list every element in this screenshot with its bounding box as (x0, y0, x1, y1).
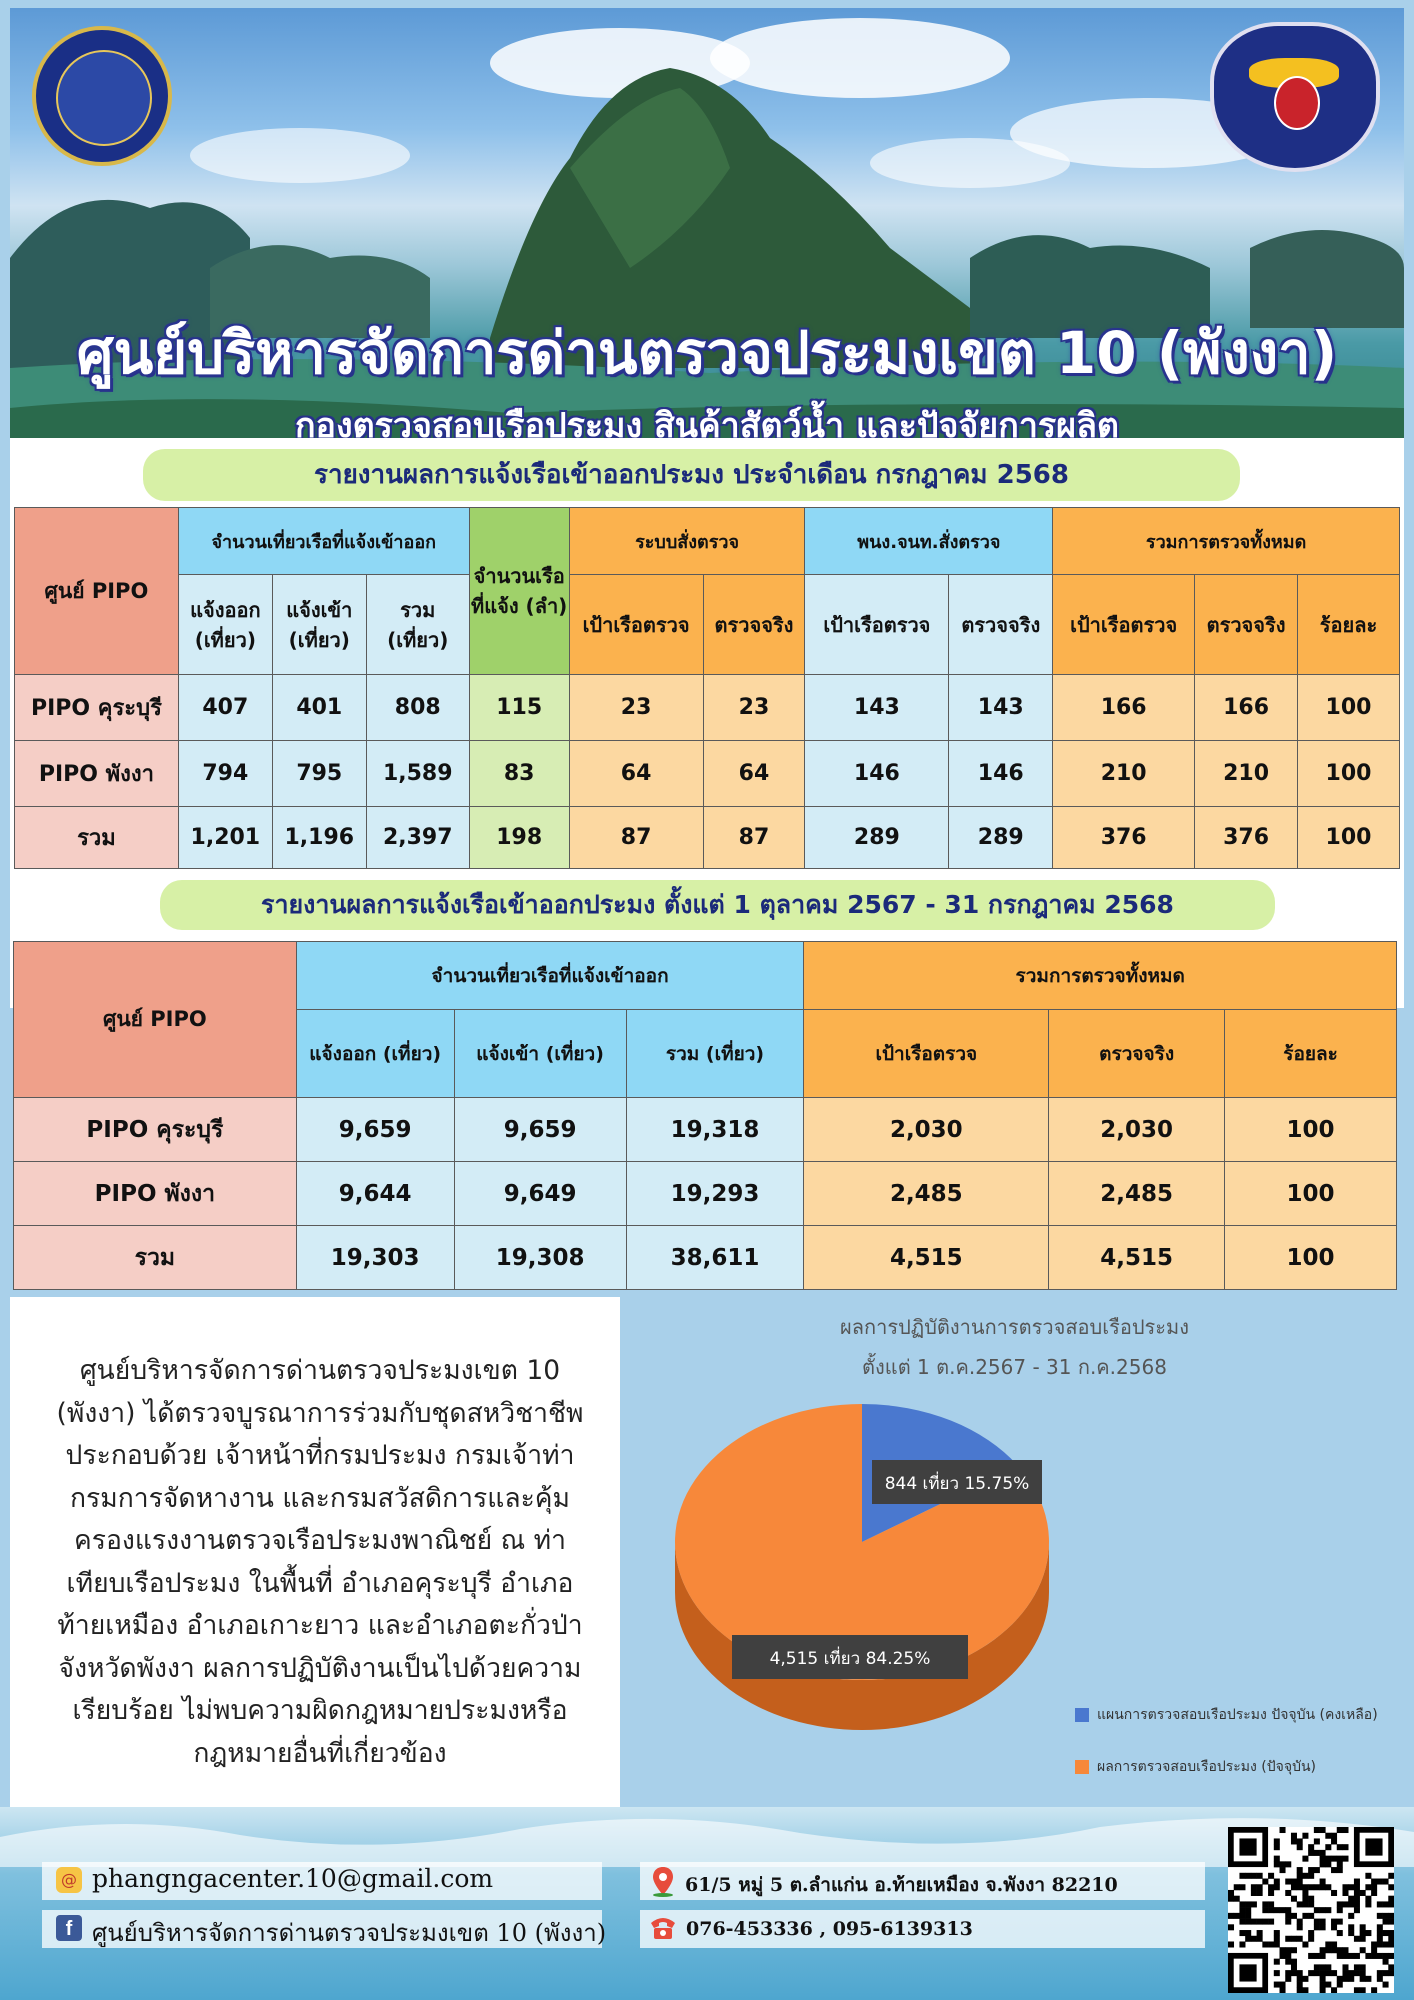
cell-sys-target: 87 (569, 807, 703, 869)
description-line: จังหวัดพังงา ผลการปฏิบัติงานเป็นไปด้วยความ (58, 1652, 582, 1684)
table-row-total (15, 807, 1400, 869)
cell-out: 9,644 (296, 1162, 454, 1226)
location-pin-icon (650, 1865, 676, 1897)
col-actual: ตรวจจริง (1049, 1010, 1225, 1098)
col-center: ศูนย์ PIPO (15, 508, 179, 675)
cell-off-actual: 143 (949, 675, 1053, 741)
col-trips: จำนวนเที่ยวเรือที่แจ้งเข้าออก (296, 942, 804, 1010)
legend-item (1075, 1756, 1378, 1778)
monthly-table (14, 507, 1400, 869)
pie-chart (625, 1297, 1404, 1807)
legend-swatch (1075, 1760, 1089, 1774)
col-tot-actual: ตรวจจริง (1195, 575, 1298, 675)
chart-title: ผลการปฏิบัติงานการตรวจสอบเรือประมง (840, 1315, 1189, 1339)
cell-off-actual: 146 (949, 741, 1053, 807)
facebook-link[interactable]: ศูนย์บริหารจัดการด่านตรวจประมงเขต 10 (พังงา) (92, 1919, 607, 1947)
wave-decoration (0, 1807, 1414, 1867)
col-off-actual: ตรวจจริง (949, 575, 1053, 675)
cell-target: 2,030 (804, 1098, 1049, 1162)
email-link[interactable]: phangngacenter.10@gmail.com (92, 1864, 494, 1893)
description-line: เรียบร้อย ไม่พบความผิดกฎหมายประมงหรือ (72, 1695, 568, 1726)
col-officer: พนง.จนท.สั่งตรวจ (805, 508, 1053, 575)
legend-label: ผลการตรวจสอบเรือประมง (ปัจจุบัน) (1097, 1759, 1316, 1775)
monthly-heading-text: รายงานผลการแจ้งเรือเข้าออกประมง ประจำเดือน กรกฎาคม 2568 (314, 460, 1069, 490)
col-sys-actual: ตรวจจริง (703, 575, 805, 675)
phone-text: 076-453336 , 095-6139313 (686, 1918, 973, 1940)
cell-in: 795 (272, 741, 366, 807)
phone-icon (648, 1915, 678, 1941)
col-trips: จำนวนเที่ยวเรือที่แจ้งเข้าออก (178, 508, 469, 575)
row-name: PIPO พังงา (14, 1162, 297, 1226)
row-name: รวม (15, 807, 179, 869)
row-name: PIPO พังงา (15, 741, 179, 807)
cell-actual: 4,515 (1049, 1226, 1225, 1290)
cell-in: 9,649 (454, 1162, 626, 1226)
cell-tot-target: 376 (1053, 807, 1195, 869)
data-label-text: 844 เที่ยว 15.75% (884, 1474, 1030, 1494)
header-banner (10, 8, 1404, 438)
row-name: รวม (14, 1226, 297, 1290)
cell-sum: 2,397 (366, 807, 469, 869)
cell-in: 9,659 (454, 1098, 626, 1162)
cumulative-table (13, 941, 1397, 1290)
cell-out: 9,659 (296, 1098, 454, 1162)
page-subtitle: กองตรวจสอบเรือประมง สินค้าสัตว์น้ำ และปัจจัยการผลิต (294, 406, 1120, 438)
col-sum: รวม (เที่ยว) (626, 1010, 804, 1098)
cell-tot-actual: 166 (1195, 675, 1298, 741)
chart-subtitle: ตั้งแต่ 1 ต.ค.2567 - 31 ก.ค.2568 (862, 1355, 1167, 1379)
table-row (15, 741, 1400, 807)
fisheries-department-logo (32, 26, 172, 166)
cell-boats: 115 (469, 675, 569, 741)
cell-target: 2,485 (804, 1162, 1049, 1226)
cumulative-heading-text: รายงานผลการแจ้งเรือเข้าออกประมง ตั้งแต่ 1 ตุลาคม 2567 - 31 กรกฎาคม 2568 (261, 890, 1174, 919)
cell-sys-actual: 64 (703, 741, 805, 807)
cell-out: 794 (178, 741, 272, 807)
cell-boats: 83 (469, 741, 569, 807)
description-line: ท้ายเหมือง อำเภอเกาะยาว และอำเภอตะกั่วป่า (57, 1610, 583, 1641)
col-total: รวมการตรวจทั้งหมด (1053, 508, 1400, 575)
cumulative-report-heading (160, 880, 1275, 930)
monthly-report-heading (143, 449, 1240, 501)
cell-out: 1,201 (178, 807, 272, 869)
col-sys-target: เป้าเรือตรวจ (569, 575, 703, 675)
cell-percent: 100 (1225, 1226, 1397, 1290)
description-line: ครองแรงงานตรวจเรือประมงพาณิชย์ ณ ท่า (74, 1525, 566, 1556)
page-title: ศูนย์บริหารจัดการด่านตรวจประมงเขต 10 (พังงา) (76, 319, 1338, 387)
col-tot-target: เป้าเรือตรวจ (1053, 575, 1195, 675)
cell-target: 4,515 (804, 1226, 1049, 1290)
cell-sys-target: 23 (569, 675, 703, 741)
address-text: 61/5 หมู่ 5 ต.ลำแก่น อ.ท้ายเหมือง จ.พังงา 82210 (685, 1874, 1118, 1896)
email-icon: @ (56, 1867, 82, 1893)
description-line: กรมการจัดหางาน และกรมสวัสดิการและคุ้ม (70, 1482, 570, 1514)
col-in: แจ้งเข้า (เที่ยว) (454, 1010, 626, 1098)
table-row-total (14, 1226, 1397, 1290)
cell-in: 19,308 (454, 1226, 626, 1290)
col-in: แจ้งเข้า (เที่ยว) (272, 575, 366, 675)
col-percent: ร้อยละ (1225, 1010, 1397, 1098)
cell-percent: 100 (1225, 1162, 1397, 1226)
description-line: ประกอบด้วย เจ้าหน้าที่กรมประมง กรมเจ้าท่า (65, 1440, 575, 1471)
cell-actual: 2,485 (1049, 1162, 1225, 1226)
cell-off-target: 289 (805, 807, 949, 869)
fishery-inspection-logo (1210, 22, 1380, 172)
cell-actual: 2,030 (1049, 1098, 1225, 1162)
row-name: PIPO คุระบุรี (15, 675, 179, 741)
data-label (732, 1635, 968, 1679)
cell-off-target: 146 (805, 741, 949, 807)
cell-percent: 100 (1225, 1098, 1397, 1162)
cell-tot-target: 166 (1053, 675, 1195, 741)
cell-in: 1,196 (272, 807, 366, 869)
col-system: ระบบสั่งตรวจ (569, 508, 805, 575)
legend-label: แผนการตรวจสอบเรือประมง ปัจจุบัน (คงเหลือ) (1097, 1707, 1378, 1723)
row-name: PIPO คุระบุรี (14, 1098, 297, 1162)
table-row (14, 1098, 1397, 1162)
table-row (14, 1162, 1397, 1226)
description-line: เทียบเรือประมง ในพื้นที่ อำเภอคุระบุรี อำเภอ (66, 1567, 574, 1599)
cell-in: 401 (272, 675, 366, 741)
qr-code[interactable] (1228, 1827, 1394, 1993)
lower-section (10, 1297, 1404, 1807)
data-label (872, 1460, 1042, 1504)
legend-item (1075, 1704, 1378, 1726)
cell-sys-actual: 23 (703, 675, 805, 741)
cell-percent: 100 (1298, 675, 1400, 741)
col-percent: ร้อยละ (1298, 575, 1400, 675)
cell-tot-actual: 376 (1195, 807, 1298, 869)
description-text (40, 1350, 600, 1775)
col-target: เป้าเรือตรวจ (804, 1010, 1049, 1098)
cell-tot-target: 210 (1053, 741, 1195, 807)
description-box (10, 1297, 620, 1807)
data-label-text: 4,515 เที่ยว 84.25% (769, 1649, 931, 1669)
cell-off-target: 143 (805, 675, 949, 741)
cell-out: 19,303 (296, 1226, 454, 1290)
cell-sum: 1,589 (366, 741, 469, 807)
chart-legend (1075, 1704, 1378, 1778)
cell-sum: 808 (366, 675, 469, 741)
col-out: แจ้งออก (เที่ยว) (296, 1010, 454, 1098)
cell-sum: 38,611 (626, 1226, 804, 1290)
facebook-icon: f (56, 1915, 82, 1941)
legend-swatch (1075, 1708, 1089, 1722)
description-line: ศูนย์บริหารจัดการด่านตรวจประมงเขต 10 (79, 1355, 561, 1386)
description-line: กฎหมายอื่นที่เกี่ยวข้อง (193, 1737, 447, 1769)
cell-out: 407 (178, 675, 272, 741)
table-row (15, 675, 1400, 741)
footer (0, 1807, 1414, 2000)
col-out: แจ้งออก (เที่ยว) (178, 575, 272, 675)
col-off-target: เป้าเรือตรวจ (805, 575, 949, 675)
cell-percent: 100 (1298, 807, 1400, 869)
cell-sys-actual: 87 (703, 807, 805, 869)
cell-tot-actual: 210 (1195, 741, 1298, 807)
cell-sum: 19,293 (626, 1162, 804, 1226)
col-boats: จำนวนเรือที่แจ้ง (ลำ) (469, 508, 569, 675)
cell-percent: 100 (1298, 741, 1400, 807)
cell-sum: 19,318 (626, 1098, 804, 1162)
col-center: ศูนย์ PIPO (14, 942, 297, 1098)
col-sum: รวม (เที่ยว) (366, 575, 469, 675)
col-total: รวมการตรวจทั้งหมด (804, 942, 1397, 1010)
cell-sys-target: 64 (569, 741, 703, 807)
cell-boats: 198 (469, 807, 569, 869)
description-line: (พังงา) ได้ตรวจบูรณาการร่วมกับชุดสหวิชาชีพ (56, 1397, 584, 1429)
cell-off-actual: 289 (949, 807, 1053, 869)
